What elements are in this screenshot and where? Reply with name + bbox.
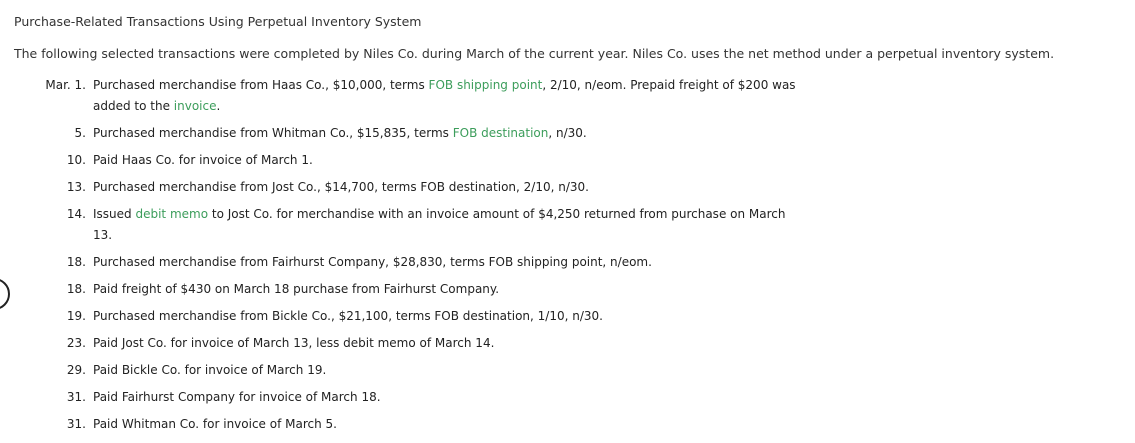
- transaction-text: [93, 204, 799, 246]
- text-segment: Purchased merchandise from Bickle Co., $21,100, terms FOB destination, 1/10, n/30.: [93, 309, 603, 323]
- text-segment: Paid Bickle Co. for invoice of March 19.: [93, 363, 327, 377]
- problem-intro: The following selected transactions were completed by Niles Co. during March of the current year. Niles Co. uses the net method under a perpetual inventory system.: [14, 46, 1055, 61]
- transaction-list: [0, 77, 1135, 443]
- text-segment: Paid Jost Co. for invoice of March 13, less debit memo of March 14.: [93, 336, 495, 350]
- text-segment: Paid freight of $430 on March 18 purchase from Fairhurst Company.: [93, 282, 500, 296]
- transaction-date: 13.: [66, 180, 86, 194]
- transaction-text: [93, 306, 813, 327]
- transaction-text: [93, 177, 813, 198]
- transaction-date: 19.: [66, 309, 86, 323]
- debit-memo-link[interactable]: debit memo: [135, 207, 209, 221]
- transaction-date: 31.: [66, 390, 86, 404]
- transaction-row: [0, 416, 1135, 443]
- problem-title: Purchase-Related Transactions Using Perpetual Inventory System: [14, 14, 422, 29]
- transaction-text: [93, 360, 813, 381]
- text-segment: Issued: [93, 207, 136, 221]
- transaction-date: 18.: [66, 255, 86, 269]
- text-segment: Purchased merchandise from Whitman Co., $15,835, terms: [93, 126, 453, 140]
- transaction-row: [0, 152, 1135, 179]
- transaction-text: [93, 333, 813, 354]
- text-segment: Paid Haas Co. for invoice of March 1.: [93, 153, 313, 167]
- transaction-text: [93, 123, 813, 144]
- transaction-row: [0, 254, 1135, 281]
- transaction-row: [0, 389, 1135, 416]
- text-segment: Purchased merchandise from Haas Co., $10,000, terms: [93, 78, 429, 92]
- transaction-row: [0, 77, 1135, 125]
- fob-destination-link[interactable]: FOB destination: [452, 126, 549, 140]
- transaction-date: 31.: [66, 417, 86, 431]
- text-segment: to Jost Co. for merchandise with an invoice amount of $4,250 returned from purchase on March 13.: [93, 207, 786, 242]
- text-segment: , 2/10, n/eom. Prepaid freight of $200 was added to the: [93, 78, 796, 113]
- transaction-text: [93, 252, 813, 273]
- transaction-text: [93, 75, 813, 117]
- text-segment: Paid Whitman Co. for invoice of March 5.: [93, 417, 337, 431]
- text-segment: .: [216, 99, 221, 113]
- transaction-text: [93, 279, 813, 300]
- text-segment: Paid Fairhurst Company for invoice of March 18.: [93, 390, 381, 404]
- transaction-row: [0, 362, 1135, 389]
- transaction-row: [0, 179, 1135, 206]
- transaction-date: 14.: [66, 207, 86, 221]
- fob-shipping-point-link[interactable]: FOB shipping point: [428, 78, 543, 92]
- transaction-date: Mar. 1.: [45, 78, 86, 92]
- transaction-row: [0, 125, 1135, 152]
- text-segment: , n/30.: [548, 126, 587, 140]
- invoice-link[interactable]: invoice: [173, 99, 217, 113]
- transaction-date: 10.: [66, 153, 86, 167]
- transaction-text: [93, 414, 813, 435]
- transaction-date: 23.: [66, 336, 86, 350]
- transaction-date: 29.: [66, 363, 86, 377]
- text-segment: Purchased merchandise from Fairhurst Company, $28,830, terms FOB shipping point, n/eom.: [93, 255, 652, 269]
- transaction-text: [93, 387, 813, 408]
- transaction-row: [0, 335, 1135, 362]
- transaction-row: [0, 281, 1135, 308]
- transaction-date: 18.: [66, 282, 86, 296]
- transaction-text: [93, 150, 813, 171]
- transaction-row: [0, 308, 1135, 335]
- transaction-date: 5.: [74, 126, 86, 140]
- transaction-row: [0, 206, 1135, 254]
- text-segment: Purchased merchandise from Jost Co., $14,700, terms FOB destination, 2/10, n/30.: [93, 180, 589, 194]
